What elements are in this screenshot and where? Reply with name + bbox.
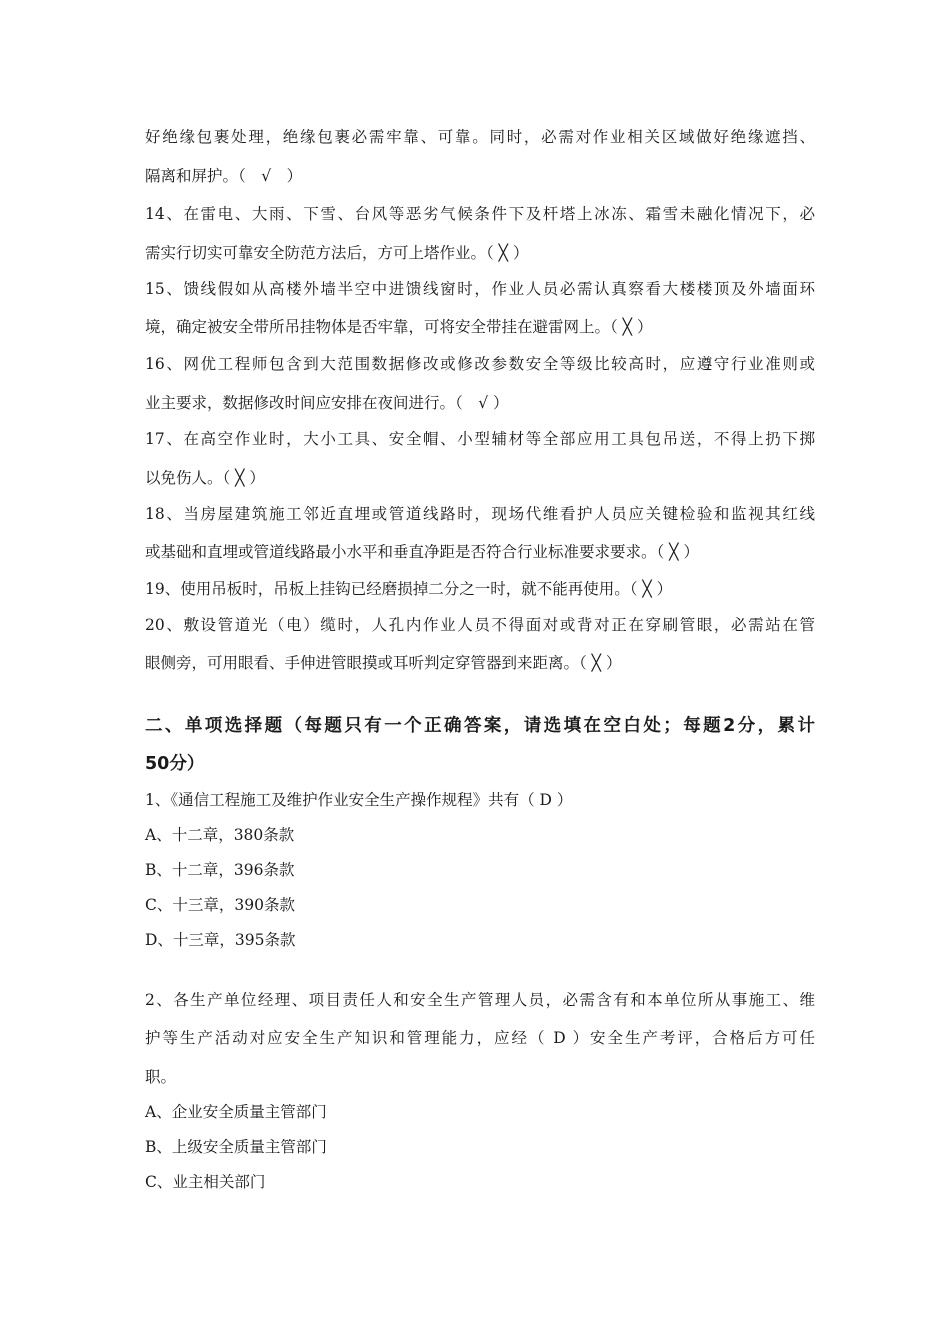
tf-line-1: 好绝缘包裹处理，绝缘包裹必需牢靠、可靠。同时，必需对作业相关区域做好绝缘遮挡、 <box>145 128 815 146</box>
tf-line-13: 19、使用吊板时，吊板上挂钩已经磨损掉二分之一时，就不能再使用。（ ╳ ） <box>145 580 673 598</box>
q2-option-a: A、企业安全质量主管部门 <box>145 1103 327 1121</box>
tf-line-7: 16、网优工程师包含到大范围数据修改或修改参数安全等级比较高时，应遵守行业准则或 <box>145 355 815 373</box>
tf-line-9: 17、在高空作业时，大小工具、安全帽、小型辅材等全部应用工具包吊送，不得上扔下掷 <box>145 430 815 448</box>
q2-stem-line-1: 2、各生产单位经理、项目责任人和安全生产管理人员，必需含有和本单位所从事施工、维 <box>145 991 815 1009</box>
tf-line-2: 隔离和屏护。（ √ ） <box>145 167 303 185</box>
q2-option-c: C、业主相关部门 <box>145 1173 266 1191</box>
q1-stem: 1、《通信工程施工及维护作业安全生产操作规程》共有（ D ） <box>145 791 573 809</box>
tf-line-10: 以免伤人。（ ╳ ） <box>145 469 265 487</box>
tf-line-12: 或基础和直埋或管道线路最小水平和垂直净距是否符合行业标准要求要求。（ ╳ ） <box>145 543 699 561</box>
q1-option-a: A、十二章，380条款 <box>145 826 295 844</box>
section-heading-cont: 50分） <box>145 754 205 774</box>
tf-line-3: 14、在雷电、大雨、下雪、台风等恶劣气候条件下及杆塔上冰冻、霜雪未融化情况下，必 <box>145 205 815 223</box>
tf-line-14: 20、敷设管道光（电）缆时，人孔内作业人员不得面对或背对正在穿刷管眼，必需站在管 <box>145 616 815 634</box>
q1-option-d: D、十三章，395条款 <box>145 931 296 949</box>
tf-line-6: 境，确定被安全带所吊挂物体是否牢靠，可将安全带挂在避雷网上。（ ╳ ） <box>145 318 653 336</box>
q2-stem-line-2: 护等生产活动对应安全生产知识和管理能力，应经（ D ）安全生产考评，合格后方可任 <box>145 1029 815 1047</box>
tf-line-4: 需实行切实可靠安全防范方法后，方可上塔作业。（ ╳ ） <box>145 244 529 262</box>
q1-option-c: C、十三章，390条款 <box>145 896 295 914</box>
tf-line-5: 15、馈线假如从高楼外墙半空中进馈线窗时，作业人员必需认真察看大楼楼顶及外墙面环 <box>145 280 815 298</box>
q2-stem-line-3: 职。 <box>145 1068 177 1086</box>
tf-line-8: 业主要求，数据修改时间应安排在夜间进行。（ √ ） <box>145 394 509 412</box>
tf-line-15: 眼侧旁，可用眼看、手伸进管眼摸或耳听判定穿管器到来距离。（ ╳ ） <box>145 654 622 672</box>
q1-option-b: B、十二章，396条款 <box>145 861 295 879</box>
tf-line-11: 18、当房屋建筑施工邻近直埋或管道线路时，现场代维看护人员应关键检验和监视其红线 <box>145 505 815 523</box>
section-heading: 二、单项选择题（每题只有一个正确答案，请选填在空白处；每题2分，累计 <box>145 716 815 736</box>
q2-option-b: B、上级安全质量主管部门 <box>145 1138 327 1156</box>
